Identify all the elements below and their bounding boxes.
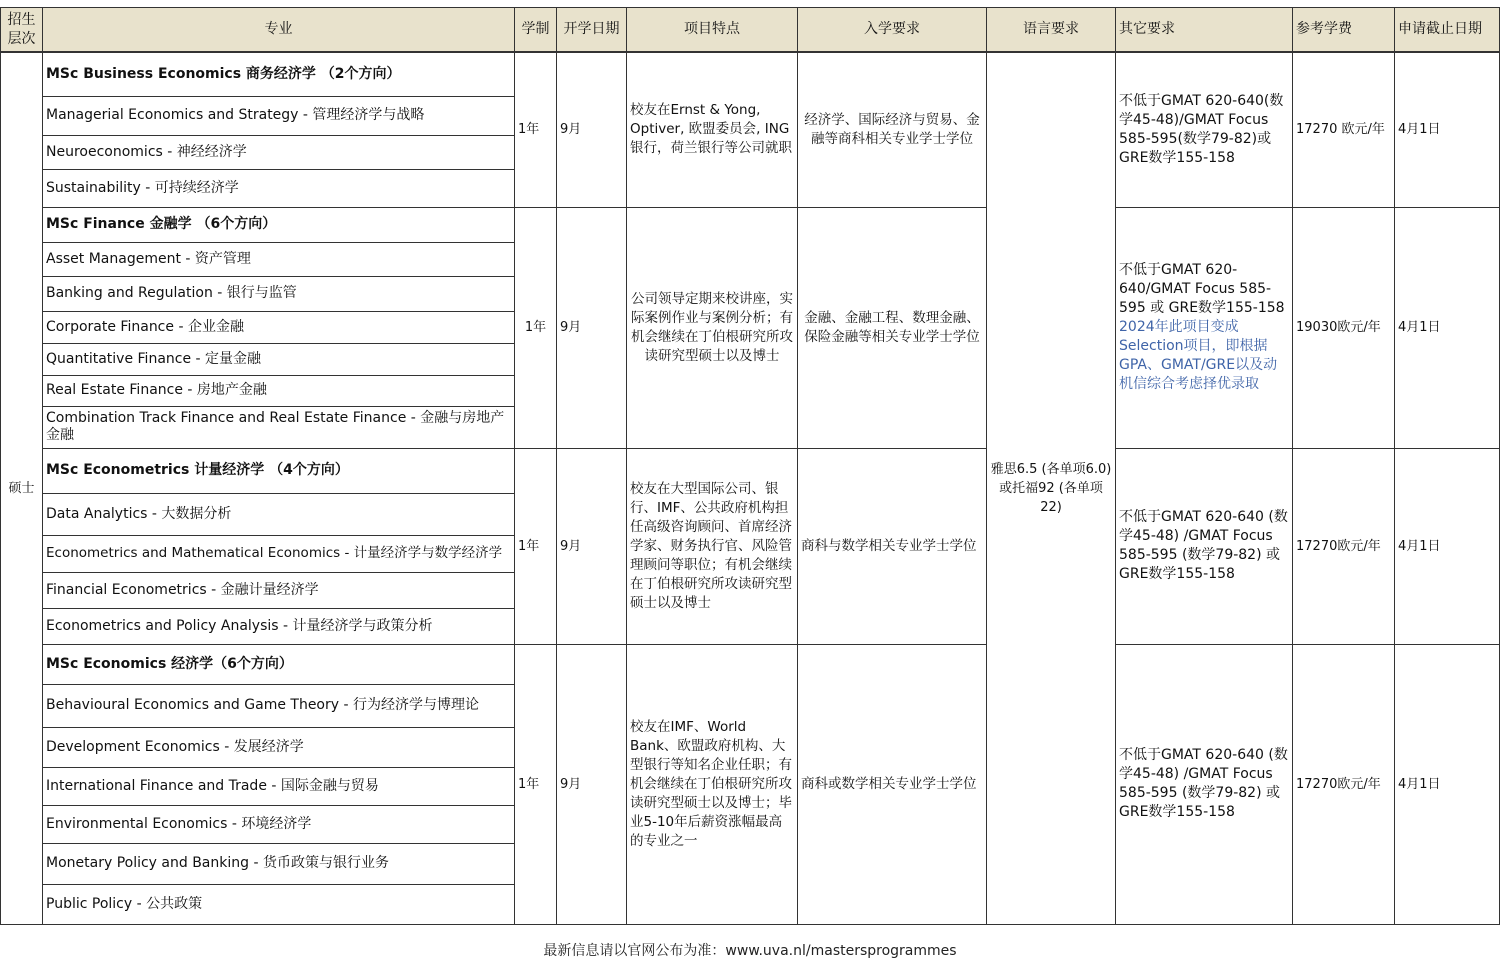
track-name: Data Analytics - 大数据分析 bbox=[43, 493, 515, 535]
program-title: MSc Finance 金融学 （6个方向） bbox=[43, 207, 515, 242]
start-cell: 9月 bbox=[557, 52, 627, 207]
program-row bbox=[1, 207, 1500, 242]
other-req-cell bbox=[1116, 52, 1293, 207]
program-row bbox=[1, 52, 1500, 96]
features-cell: 公司领导定期来校讲座，实际案例作业与案例分析；有机会继续在丁伯根研究所攻读研究型硕士以及博士 bbox=[627, 207, 798, 448]
program-title: MSc Business Economics 商务经济学 （2个方向） bbox=[43, 52, 515, 96]
other-req-cell bbox=[1116, 448, 1293, 644]
track-name: Public Policy - 公共政策 bbox=[43, 884, 515, 924]
track-name: Corporate Finance - 企业金融 bbox=[43, 311, 515, 343]
header-features: 项目特点 bbox=[627, 8, 798, 53]
features-cell: 校友在大型国际公司、银行、IMF、公共政府机构担任高级咨询顾问、首席经济学家、财务执行官、风险管理顾问等职位；有机会继续在丁伯根研究所攻读研究型硕士以及博士 bbox=[627, 448, 798, 644]
admission-cell: 商科与数学相关专业学士学位 bbox=[798, 448, 987, 644]
other-req-cell bbox=[1116, 644, 1293, 924]
track-name: Asset Management - 资产管理 bbox=[43, 242, 515, 276]
footer-note: 最新信息请以官网公布为准：www.uva.nl/mastersprogrammes bbox=[543, 943, 957, 959]
track-name: Combination Track Finance and Real Estate Finance - 金融与房地产金融 bbox=[43, 406, 515, 448]
other-req-text: 不低于GMAT 620-640/GMAT Focus 585-595 或 GRE数学155-158 bbox=[1119, 262, 1285, 316]
tuition-cell: 19030欧元/年 bbox=[1293, 207, 1395, 448]
track-name: Sustainability - 可持续经济学 bbox=[43, 169, 515, 207]
header-duration: 学制 bbox=[515, 8, 557, 53]
header-level: 招生 层次 bbox=[1, 8, 43, 53]
track-name: Financial Econometrics - 金融计量经济学 bbox=[43, 572, 515, 608]
programs-table bbox=[0, 7, 1500, 925]
admission-cell: 经济学、国际经济与贸易、金融等商科相关专业学士学位 bbox=[798, 52, 987, 207]
track-name: Neuroeconomics - 神经经济学 bbox=[43, 135, 515, 169]
header-major: 专业 bbox=[43, 8, 515, 53]
track-name: Development Economics - 发展经济学 bbox=[43, 727, 515, 767]
duration-cell: 1年 bbox=[515, 644, 557, 924]
deadline-cell: 4月1日 bbox=[1395, 52, 1500, 207]
header-other: 其它要求 bbox=[1116, 8, 1293, 53]
start-cell: 9月 bbox=[557, 644, 627, 924]
program-row bbox=[1, 448, 1500, 493]
deadline-cell: 4月1日 bbox=[1395, 644, 1500, 924]
deadline-cell: 4月1日 bbox=[1395, 448, 1500, 644]
tuition-cell: 17270 欧元/年 bbox=[1293, 52, 1395, 207]
duration-cell: 1年 bbox=[515, 448, 557, 644]
features-cell: 校友在Ernst & Yong, Optiver, 欧盟委员会, ING银行，荷兰银行等公司就职 bbox=[627, 52, 798, 207]
level-cell: 硕士 bbox=[1, 52, 43, 924]
track-name: Monetary Policy and Banking - 货币政策与银行业务 bbox=[43, 843, 515, 884]
start-cell: 9月 bbox=[557, 448, 627, 644]
track-name: Behavioural Economics and Game Theory - 行为经济学与博理论 bbox=[43, 684, 515, 727]
header-tuition: 参考学费 bbox=[1293, 8, 1395, 53]
program-title: MSc Economics 经济学（6个方向） bbox=[43, 644, 515, 684]
track-name: Econometrics and Mathematical Economics - 计量经济学与数学经济学 bbox=[43, 535, 515, 572]
track-name: Quantitative Finance - 定量金融 bbox=[43, 343, 515, 375]
language-cell: 雅思6.5 (各单项6.0) 或托福92 (各单项22) bbox=[987, 52, 1116, 924]
track-name: Econometrics and Policy Analysis - 计量经济学与政策分析 bbox=[43, 608, 515, 644]
header-deadline: 申请截止日期 bbox=[1395, 8, 1500, 53]
track-name: Environmental Economics - 环境经济学 bbox=[43, 805, 515, 843]
start-cell: 9月 bbox=[557, 207, 627, 448]
other-req-text: 不低于GMAT 620-640(数学45-48)/GMAT Focus 585-595(数学79-82)或GRE数学155-158 bbox=[1119, 92, 1284, 166]
header-language: 语言要求 bbox=[987, 8, 1116, 53]
other-req-text: 不低于GMAT 620-640 (数学45-48) /GMAT Focus 585-595 (数学79-82) 或GRE数学155-158 bbox=[1119, 509, 1288, 582]
tuition-cell: 17270欧元/年 bbox=[1293, 644, 1395, 924]
admission-cell: 商科或数学相关专业学士学位 bbox=[798, 644, 987, 924]
selection-note: 2024年此项目变成Selection项目，即根据GPA、GMAT/GRE以及动机信综合考虑择优录取 bbox=[1119, 319, 1278, 392]
program-title: MSc Econometrics 计量经济学 （4个方向） bbox=[43, 448, 515, 493]
program-row bbox=[1, 644, 1500, 684]
admission-cell: 金融、金融工程、数理金融、保险金融等相关专业学士学位 bbox=[798, 207, 987, 448]
header-admission: 入学要求 bbox=[798, 8, 987, 53]
features-cell: 校友在IMF、World Bank、欧盟政府机构、大型银行等知名企业任职；有机会继续在丁伯根研究所攻读研究型硕士以及博士；毕业5-10年后薪资涨幅最高的专业之一 bbox=[627, 644, 798, 924]
track-name: Managerial Economics and Strategy - 管理经济学与战略 bbox=[43, 96, 515, 135]
duration-cell: 1年 bbox=[515, 52, 557, 207]
tuition-cell: 17270欧元/年 bbox=[1293, 448, 1395, 644]
header-start: 开学日期 bbox=[557, 8, 627, 53]
deadline-cell: 4月1日 bbox=[1395, 207, 1500, 448]
other-req-text: 不低于GMAT 620-640 (数学45-48) /GMAT Focus 585-595 (数学79-82) 或GRE数学155-158 bbox=[1119, 747, 1288, 820]
track-name: Banking and Regulation - 银行与监管 bbox=[43, 276, 515, 311]
header-row bbox=[1, 8, 1500, 53]
track-name: Real Estate Finance - 房地产金融 bbox=[43, 375, 515, 406]
duration-cell: 1年 bbox=[515, 207, 557, 448]
track-name: International Finance and Trade - 国际金融与贸易 bbox=[43, 767, 515, 805]
other-req-cell bbox=[1116, 207, 1293, 448]
